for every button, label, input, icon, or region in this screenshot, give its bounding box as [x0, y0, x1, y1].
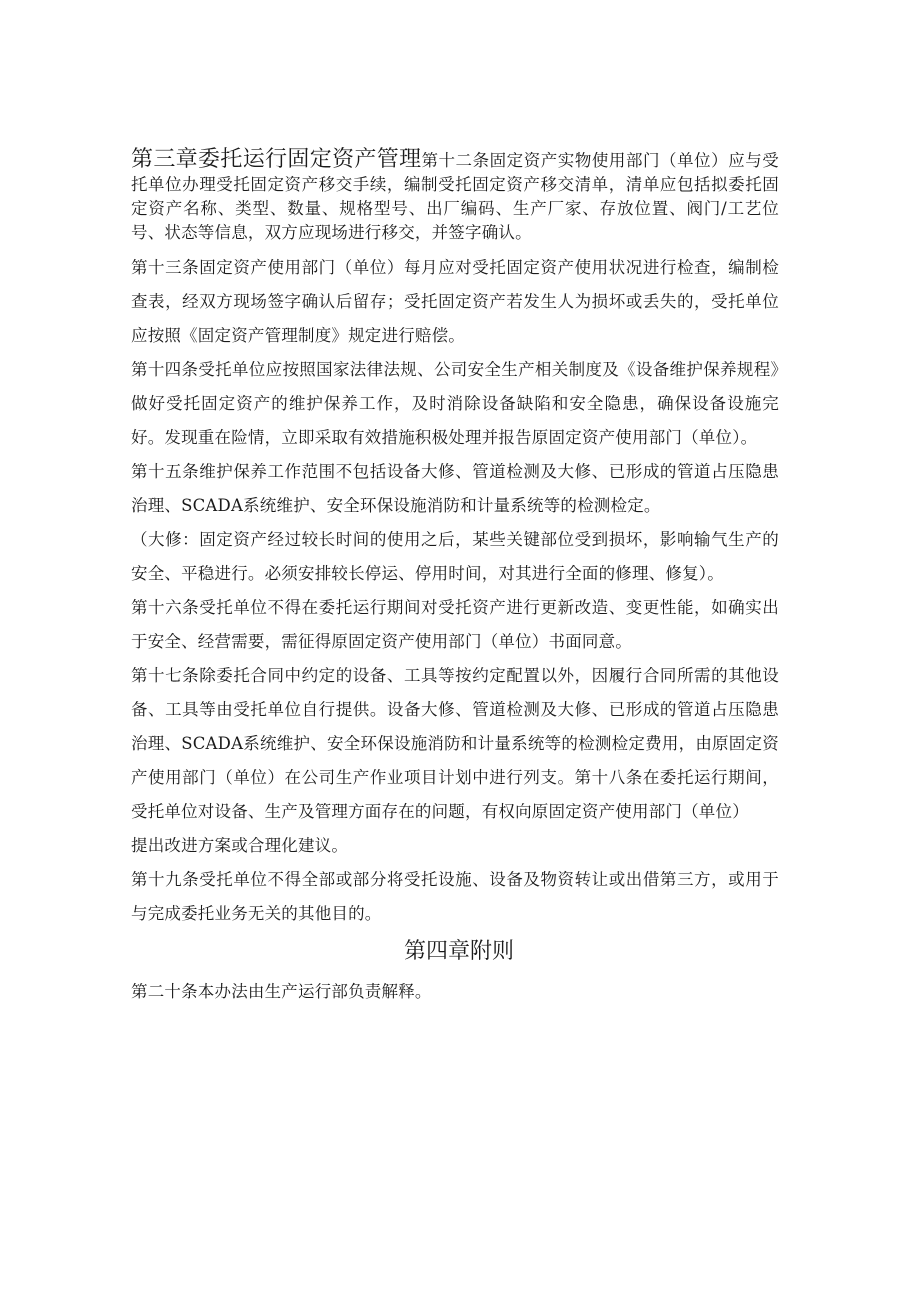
article-12-paragraph [131, 148, 779, 245]
overhaul-note-paragraph: （大修：固定资产经过较长时间的使用之后，某些关键部位受到损坏，影响输气生产的安全、平稳进行。必须安排较长停运、停用时间，对其进行全面的修理、修复）。 [131, 530, 779, 583]
article-13-paragraph: 第十三条固定资产使用部门（单位）每月应对受托固定资产使用状况进行检查，编制检查表，经双方现场签字确认后留存；受托固定资产若发生人为损坏或丢失的，受托单位应按照《固定资产管理制度》规定进行赔偿。 [131, 258, 779, 345]
article-12-text: 第十二条固定资产实物使用部门（单位）应与受托单位办理受托固定资产移交手续，编制受托固定资产移交清单，清单应包括拟委托固定资产名称、类型、数量、规格型号、出厂编码、生产厂家、存放位置、阀门/工艺位号、状态等信息，双方应现场进行移交，并签字确认。 [131, 151, 779, 242]
article-19-paragraph: 第十九条受托单位不得全部或部分将受托设施、设备及物资转让或出借第三方，或用于与完成委托业务无关的其他目的。 [131, 870, 779, 923]
article-15-paragraph: 第十五条维护保养工作范围不包括设备大修、管道检测及大修、已形成的管道占压隐患治理、SCADA系统维护、安全环保设施消防和计量系统等的检测检定。 [131, 462, 779, 515]
article-14-paragraph: 第十四条受托单位应按照国家法律法规、公司安全生产相关制度及《设备维护保养规程》做好受托固定资产的维护保养工作，及时消除设备缺陷和安全隐患，确保设备设施完好。发现重在险情，立即采取有效措施积极处理并报告原固定资产使用部门（单位）。 [131, 360, 779, 447]
article-18-tail-paragraph: 提出改进方案或合理化建议。 [131, 836, 349, 855]
article-17-18-paragraph: 第十七条除委托合同中约定的设备、工具等按约定配置以外，因履行合同所需的其他设备、工具等由受托单位自行提供。设备大修、管道检测及大修、已形成的管道占压隐患治理、SCADA系统维护、安全环保设施消防和计量系统等的检测检定费用，由原固定资产使用部门（单位）在公司生产作业项目计划中进行列支。第十八条在委托运行期间，受托单位对设备、生产及管理方面存在的问题，有权向原固定资产使用部门（单位） [131, 666, 779, 821]
document-page [131, 148, 779, 1009]
chapter-4-title: 第四章附则 [403, 939, 514, 964]
article-16-paragraph: 第十六条受托单位不得在委托运行期间对受托资产进行更新改造、变更性能，如确实出于安全、经营需要，需征得原固定资产使用部门（单位）书面同意。 [131, 598, 779, 651]
chapter-3-title: 第三章委托运行固定资产管理 [131, 147, 422, 172]
article-20-paragraph: 第二十条本办法由生产运行部负责解释。 [131, 982, 432, 1001]
